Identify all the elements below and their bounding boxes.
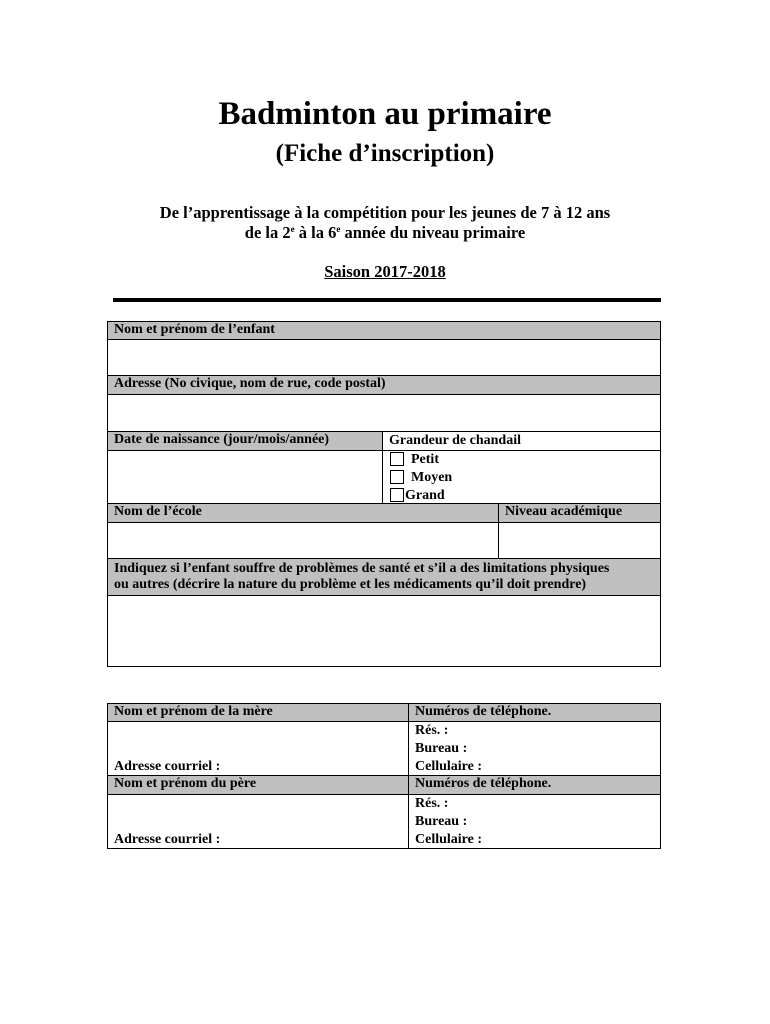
- size-moyen-label: Moyen: [411, 470, 453, 485]
- health-header: [107, 558, 661, 596]
- intro-superscript-1: e: [290, 224, 295, 234]
- father-phones-header: Numéros de téléphone.: [408, 775, 661, 795]
- season-label: Saison 2017-2018: [324, 262, 446, 281]
- size-grand-label: Grand: [405, 488, 445, 503]
- father-name-header: Nom et prénom du père: [107, 775, 409, 795]
- size-petit-checkbox[interactable]: [390, 452, 404, 466]
- intro-superscript-2: e: [336, 224, 341, 234]
- birthdate-field[interactable]: [107, 450, 383, 504]
- mother-office-label: Bureau :: [415, 741, 468, 756]
- health-label-line-1: Indiquez si l’enfant souffre de problèmes de santé et s’il a des limitations physiques: [114, 561, 610, 576]
- intro-line-2: [0, 223, 770, 243]
- mother-res-label: Rés. :: [415, 723, 449, 738]
- father-res-label: Rés. :: [415, 796, 449, 811]
- birthdate-header: Date de naissance (jour/mois/année): [107, 431, 383, 451]
- size-grand-checkbox[interactable]: [390, 488, 404, 502]
- child-name-field[interactable]: [107, 339, 661, 376]
- father-cell-label: Cellulaire :: [415, 832, 483, 847]
- father-office-label: Bureau :: [415, 814, 468, 829]
- father-email-label: Adresse courriel :: [114, 832, 221, 847]
- level-field[interactable]: [498, 522, 661, 559]
- school-header: Nom de l’école: [107, 503, 499, 523]
- mother-cell-label: Cellulaire :: [415, 759, 483, 774]
- address-field[interactable]: [107, 394, 661, 432]
- intro-line-2-part-a: de la 2: [244, 223, 291, 242]
- header-divider: [113, 298, 661, 302]
- health-label-line-2: ou autres (décrire la nature du problème et les médicaments qu’il doit prendre): [114, 577, 587, 592]
- mother-phones-header: Numéros de téléphone.: [408, 703, 661, 722]
- page-title: Badminton au primaire: [218, 96, 552, 132]
- level-header: Niveau académique: [498, 503, 661, 523]
- mother-name-header: Nom et prénom de la mère: [107, 703, 409, 722]
- intro-line-2-part-b: à la 6: [294, 223, 337, 242]
- mother-email-label: Adresse courriel :: [114, 759, 221, 774]
- page-subtitle: (Fiche d’inscription): [275, 140, 495, 167]
- intro-line-2-part-c: année du niveau primaire: [340, 223, 526, 242]
- health-field[interactable]: [107, 595, 661, 667]
- shirt-size-label: Grandeur de chandail: [389, 433, 521, 448]
- shirt-size-divider: [382, 450, 661, 451]
- size-petit-label: Petit: [411, 452, 439, 467]
- size-moyen-checkbox[interactable]: [390, 470, 404, 484]
- address-header: Adresse (No civique, nom de rue, code postal): [107, 375, 661, 395]
- child-name-header: Nom et prénom de l’enfant: [107, 321, 661, 340]
- intro-line-1: De l’apprentissage à la compétition pour les jeunes de 7 à 12 ans: [159, 203, 611, 222]
- school-field[interactable]: [107, 522, 499, 559]
